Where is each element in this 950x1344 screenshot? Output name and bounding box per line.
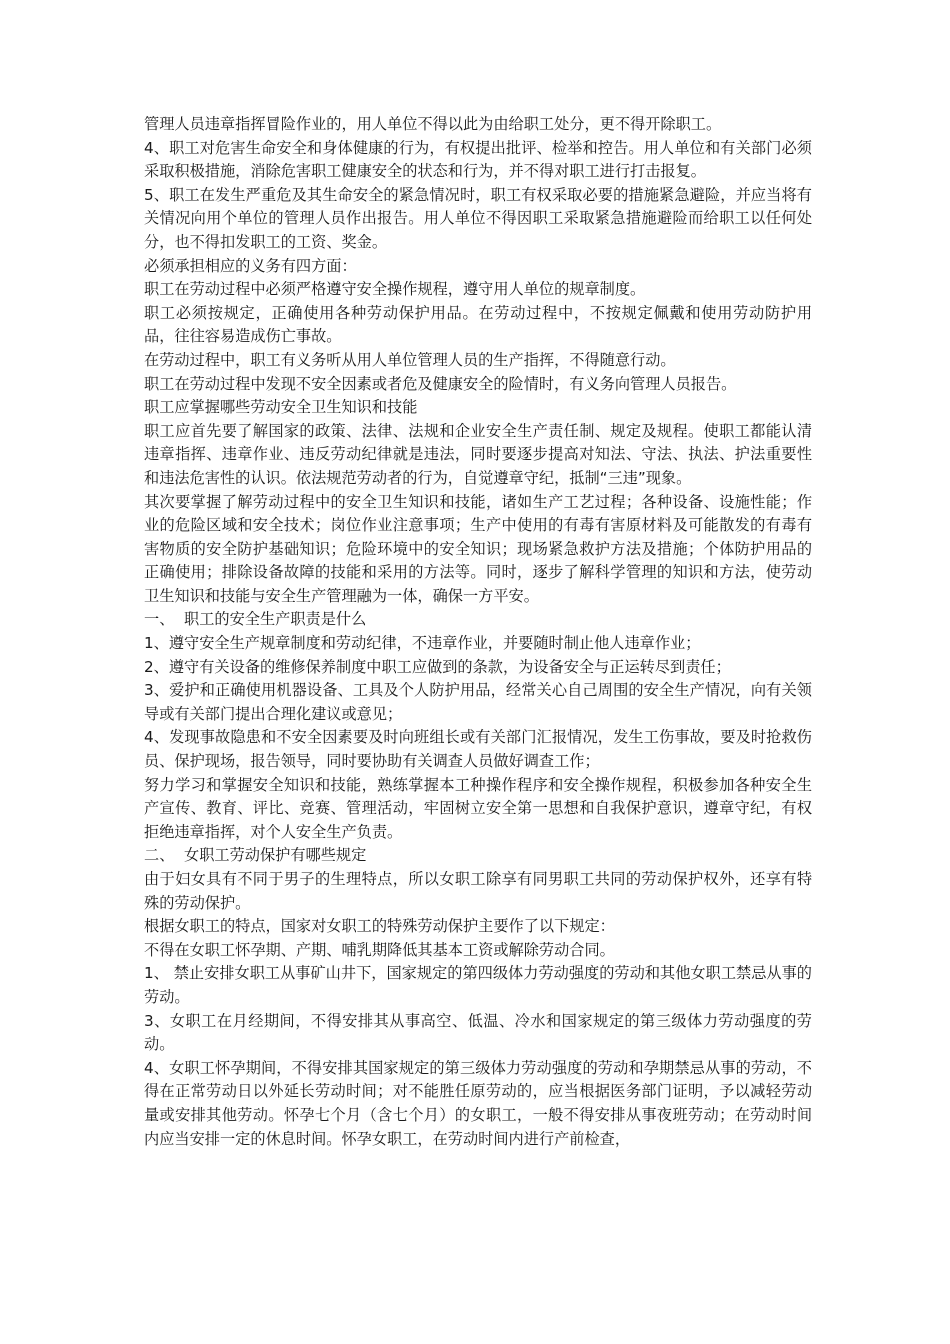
section-heading: 二、 女职工劳动保护有哪些规定 bbox=[144, 846, 367, 865]
list-item: 4、发现事故隐患和不安全因素要及时向班组长或有关部门汇报情况，发生工伤事故，要及时抢救伤员、保护现场，报告领导，同时要协助有关调查人员做好调查工作； bbox=[144, 728, 812, 771]
list-item: 1、 禁止安排女职工从事矿山井下，国家规定的第四级体力劳动强度的劳动和其他女职工禁忌从事的劳动。 bbox=[144, 964, 812, 1006]
paragraph: 4、职工对危害生命安全和身体健康的行为，有权提出批评、检举和控告。用人单位和有关部门必须采取积极措施，消除危害职工健康安全的状态和行为，并不得对职工进行打击报复。 bbox=[144, 138, 812, 181]
paragraph: 职工在劳动过程中发现不安全因素或者危及健康安全的险情时，有义务向管理人员报告。 bbox=[144, 374, 737, 393]
paragraph: 由于妇女具有不同于男子的生理特点，所以女职工除享有同男职工共同的劳动保护权外，还享有特殊的劳动保护。 bbox=[144, 870, 812, 912]
section-heading: 职工应掌握哪些劳动安全卫生知识和技能 bbox=[144, 398, 418, 417]
list-item: 4、女职工怀孕期间，不得安排其国家规定的第三级体力劳动强度的劳动和孕期禁忌从事的劳动，不得在正常劳动日以外延长劳动时间；对不能胜任原劳动的，应当根据医务部门证明，予以减轻劳动量或安排其他劳动。怀孕七个月（含七个月）的女职工，一般不得安排从事夜班劳动；在劳动时间内应当安排一定的休息时间。怀孕女职工，在劳动时间内进行产前检查， bbox=[144, 1058, 812, 1148]
list-item: 2、遵守有关设备的维修保养制度中职工应做到的条款，为设备安全与正运转尽到责任； bbox=[144, 657, 731, 676]
list-item: 3、爱护和正确使用机器设备、工具及个人防护用品，经常关心自己周围的安全生产情况，向有关领导或有关部门提出合理化建议或意见； bbox=[144, 681, 812, 723]
paragraph: 不得在女职工怀孕期、产期、哺乳期降低其基本工资或解除劳动合同。 bbox=[144, 940, 615, 959]
section-heading: 必须承担相应的义务有四方面： bbox=[144, 256, 357, 275]
list-item: 3、女职工在月经期间，不得安排其从事高空、低温、冷水和国家规定的第三级体力劳动强度的劳动。 bbox=[144, 1011, 812, 1054]
document-body bbox=[144, 113, 812, 1151]
section-heading: 一、 职工的安全生产职责是什么 bbox=[144, 610, 367, 629]
paragraph: 职工在劳动过程中必须严格遵守安全操作规程，遵守用人单位的规章制度。 bbox=[144, 280, 646, 299]
paragraph: 努力学习和掌握安全知识和技能，熟练掌握本工种操作程序和安全操作规程，积极参加各种安全生产宣传、教育、评比、竞赛、管理活动，牢固树立安全第一思想和自我保护意识，遵章守纪，有权拒绝违章指挥，对个人安全生产负责。 bbox=[144, 775, 812, 841]
paragraph: 职工应首先要了解国家的政策、法律、法规和企业安全生产责任制、规定及规程。使职工都能认清违章指挥、违章作业、违反劳动纪律就是违法，同时要逐步提高对知法、守法、执法、护法重要性和违法危害性的认识。依法规范劳动者的行为，自觉遵章守纪，抵制“三违”现象。 bbox=[144, 421, 812, 487]
list-item: 1、遵守安全生产规章制度和劳动纪律，不违章作业，并要随时制止他人违章作业； bbox=[144, 634, 701, 653]
paragraph: 5、职工在发生严重危及其生命安全的紧急情况时，职工有权采取必要的措施紧急避险，并应当将有关情况向用个单位的管理人员作出报告。用人单位不得因职工采取紧急措施避险而给职工以任何处分，也不得扣发职工的工资、奖金。 bbox=[144, 185, 812, 251]
paragraph: 其次要掌握了解劳动过程中的安全卫生知识和技能，诸如生产工艺过程；各种设备、设施性能；作业的危险区域和安全技术；岗位作业注意事项；生产中使用的有毒有害原材料及可能散发的有毒有害物质的安全防护基础知识；危险环境中的安全知识；现场紧急救护方法及措施；个体防护用品的正确使用；排除设备故障的技能和采用的方法等。同时，逐步了解科学管理的知识和方法，使劳动卫生知识和技能与安全生产管理融为一体，确保一方平安。 bbox=[144, 492, 812, 605]
paragraph: 管理人员违章指挥冒险作业的，用人单位不得以此为由给职工处分，更不得开除职工。 bbox=[144, 115, 722, 133]
paragraph: 在劳动过程中，职工有义务听从用人单位管理人员的生产指挥，不得随意行动。 bbox=[144, 350, 676, 369]
paragraph: 职工必须按规定，正确使用各种劳动保护用品。在劳动过程中，不按规定佩戴和使用劳动防护用品，往往容易造成伤亡事故。 bbox=[144, 303, 812, 346]
paragraph: 根据女职工的特点，国家对女职工的特殊劳动保护主要作了以下规定： bbox=[144, 917, 615, 936]
